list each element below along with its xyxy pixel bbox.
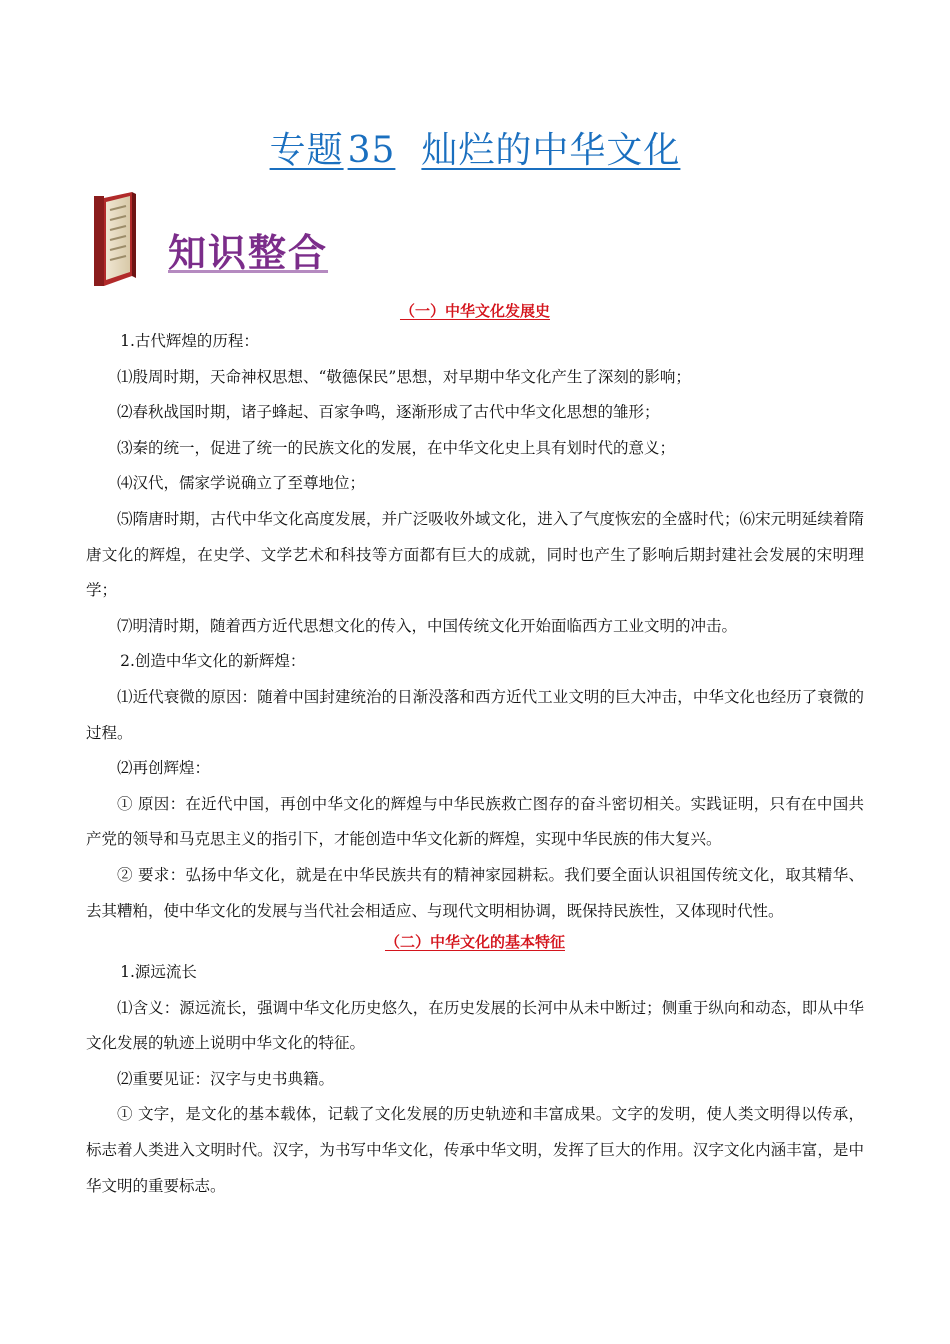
paragraph: ⑵重要见证：汉字与史书典籍。 xyxy=(117,1069,335,1088)
paragraph: ⑷汉代，儒家学说确立了至尊地位； xyxy=(117,474,366,493)
paragraph: 2.创造中华文化的新辉煌： xyxy=(120,652,306,671)
section-heading-2: （二）中华文化的基本特征 xyxy=(384,933,565,952)
paragraph: 1.源远流长 xyxy=(120,963,197,982)
document-body xyxy=(86,298,864,1204)
title-number: 35 xyxy=(347,130,396,171)
paragraph: ⑶秦的统一，促进了统一的民族文化的发展，在中华文化史上具有划时代的意义； xyxy=(117,438,676,457)
paragraph: ① 原因：在近代中国，再创中华文化的辉煌与中华民族救亡图存的奋斗密切相关。实践证明，只有在中国共产党的领导和马克思主义的指引下，才能创造中华文化新的辉煌，实现中华民族的伟大复兴。 xyxy=(86,794,864,849)
paragraph: ⑴近代衰微的原因：随着中国封建统治的日渐没落和西方近代工业文明的巨大冲击，中华文化也经历了衰微的过程。 xyxy=(86,687,864,742)
paragraph: ⑴殷周时期，天命神权思想、“敬德保民”思想，对早期中华文化产生了深刻的影响； xyxy=(117,367,691,386)
paragraph: ② 要求：弘扬中华文化，就是在中华民族共有的精神家园耕耘。我们要全面认识祖国传统文化，取其精华、去其糟粕，使中华文化的发展与当代社会相适应、与现代文明相协调，既保持民族性，又体现时代性。 xyxy=(86,865,864,920)
title-part1: 专题 xyxy=(269,130,344,171)
paragraph: ⑵再创辉煌： xyxy=(117,759,211,778)
paragraph: ⑵春秋战国时期，诸子蜂起、百家争鸣，逐渐形成了古代中华文化思想的雏形； xyxy=(117,403,660,422)
title-part2: 灿烂的中华文化 xyxy=(421,130,681,171)
paragraph: ① 文字，是文化的基本载体，记载了文化发展的历史轨迹和丰富成果。文字的发明，使人类文明得以传承，标志着人类进入文明时代。汉字，为书写中华文化，传承中华文明，发挥了巨大的作用。汉字文化内涵丰富，是中华文明的重要标志。 xyxy=(86,1105,864,1195)
paragraph: ⑴含义：源远流长，强调中华文化历史悠久，在历史发展的长河中从未中断过；侧重于纵向和动态，即从中华文化发展的轨迹上说明中华文化的特征。 xyxy=(86,998,864,1053)
page-title xyxy=(0,122,950,173)
paragraph: 1.古代辉煌的历程： xyxy=(120,332,259,350)
paragraph: ⑸隋唐时期，古代中华文化高度发展，并广泛吸收外域文化，进入了气度恢宏的全盛时代；⑹宋元明延续着隋唐文化的辉煌，在史学、文学艺术和科技等方面都有巨大的成就，同时也产生了影响后期封建社会发展的宋明理学； xyxy=(86,509,864,600)
paragraph: ⑺明清时期，随着西方近代思想文化的传入，中国传统文化开始面临西方工业文明的冲击。 xyxy=(117,616,738,635)
section-banner: 知识整合 xyxy=(168,231,329,275)
section-heading-1: （一）中华文化发展史 xyxy=(399,302,550,320)
